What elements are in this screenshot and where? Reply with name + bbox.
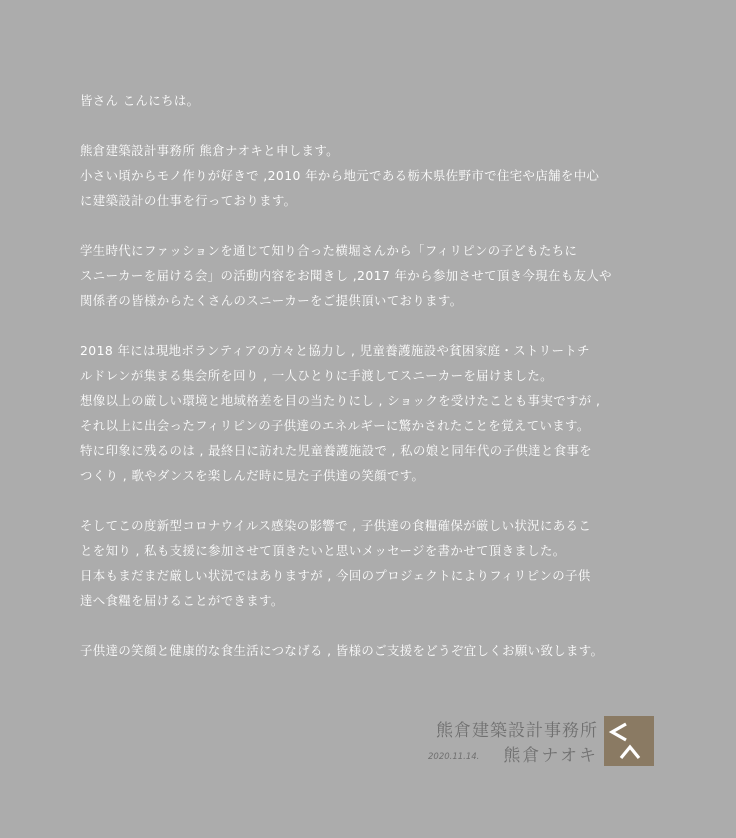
paragraph-line: スニーカーを届ける会」の活動内容をお聞きし ,2017 年から参加させて頂き今現在も友人や: [80, 268, 612, 283]
paragraph-line: 熊倉建築設計事務所 熊倉ナオキと申します。: [80, 143, 339, 158]
paragraph-line: 想像以上の厳しい環境と地域格差を目の当たりにし , ショックを受けたことも事実ですが ,: [80, 393, 601, 408]
paragraph-2018-visit: [80, 338, 680, 488]
paragraph-background: [80, 238, 680, 313]
paragraph-line: それ以上に出会ったフィリピンの子供達のエネルギーに驚かされたことを覚えています。: [80, 418, 590, 433]
kumakura-logo-icon: [604, 716, 654, 766]
greeting: [80, 88, 680, 113]
signature-name: 熊倉ナオキ: [503, 746, 598, 766]
signature-date: 2020.11.14.: [428, 752, 480, 762]
paragraph-line: とを知り , 私も支援に参加させて頂きたいと思いメッセージを書かせて頂きました。: [80, 543, 566, 558]
signature-block: [420, 712, 660, 772]
paragraph-line: 日本もまだまだ厳しい状況ではありますが , 今回のプロジェクトによりフィリピンの子供: [80, 568, 591, 583]
paragraph-line: 特に印象に残るのは , 最終日に訪れた児童養護施設で , 私の娘と同年代の子供達と食事を: [80, 443, 593, 458]
paragraph-introduction: [80, 138, 680, 213]
paragraph-line: そしてこの度新型コロナウイルス感染の影響で , 子供達の食糧確保が厳しい状況にあるこ: [80, 518, 592, 533]
paragraph-covid-support: [80, 513, 680, 613]
paragraph-line: 2018 年には現地ボランティアの方々と協力し , 児童養護施設や貧困家庭・ストリートチ: [80, 343, 590, 358]
paragraph-line: 学生時代にファッションを通じて知り合った横堀さんから「フィリピンの子どもたちに: [80, 243, 578, 258]
paragraph-line: に建築設計の仕事を行っております。: [80, 193, 297, 208]
paragraph-line: 小さい頃からモノ作りが好きで ,2010 年から地元である栃木県佐野市で住宅や店舗を中心: [80, 168, 600, 183]
greeting-line: 皆さん こんにちは。: [80, 93, 200, 108]
paragraph-line: 子供達の笑顔と健康的な食生活につなげる , 皆様のご支援をどうぞ宜しくお願い致します。: [80, 643, 604, 658]
paragraph-line: 達へ食糧を届けることができます。: [80, 593, 284, 608]
paragraph-line: つくり , 歌やダンスを楽しんだ時に見た子供達の笑顔です。: [80, 468, 425, 483]
signature-firm-name: 熊倉建築設計事務所: [436, 721, 598, 741]
paragraph-line: 関係者の皆様からたくさんのスニーカーをご提供頂いております。: [80, 293, 463, 308]
letter-body: [80, 88, 680, 688]
paragraph-closing: [80, 638, 680, 663]
paragraph-line: ルドレンが集まる集会所を回り , 一人ひとりに手渡してスニーカーを届けました。: [80, 368, 553, 383]
